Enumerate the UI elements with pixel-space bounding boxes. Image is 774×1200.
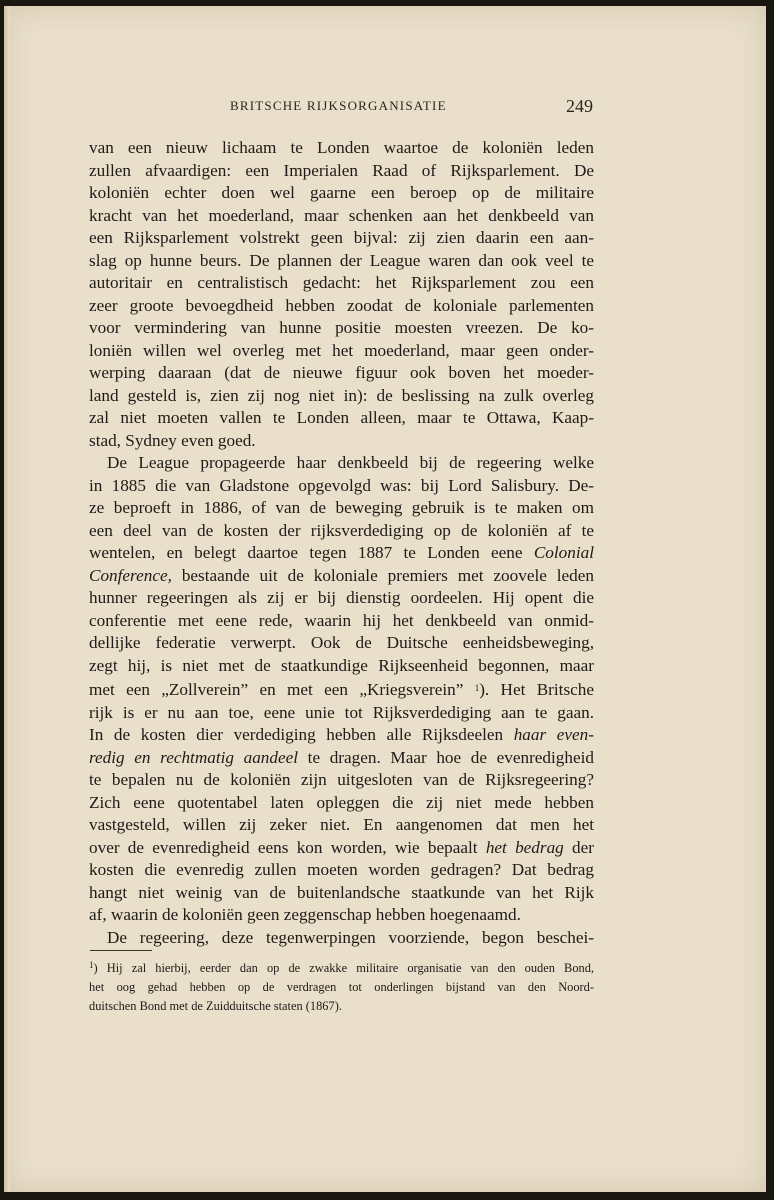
footnote-reference[interactable]: 1 [474, 683, 480, 693]
italic-phrase: haar even- [513, 725, 594, 744]
italic-term: Conference, [89, 565, 172, 585]
paragraph-start-line: De regeering, deze tegenwerpingen voorziende, begon beschei- [107, 927, 594, 947]
italic-phrase: het bedrag [485, 837, 564, 857]
text-run: wentelen, en belegt daartoe tegen 1887 te Londen eene [89, 543, 523, 562]
footnote-line: duitschen Bond met de Zuidduitsche staten (1867). [89, 999, 342, 1013]
footnote-line [89, 956, 594, 978]
text-line: vastgesteld, willen zij zeker niet. En aangenomen dat men het [89, 815, 594, 834]
footnote-text: ) Hij zal hierbij, eerder dan op de zwakke militaire organisatie van den ouden Bond, [93, 961, 594, 975]
text-line: autoritair en centralistisch gedacht: het Rijksparlement zou een [89, 273, 594, 292]
text-line: ze beproeft in 1886, of van de beweging gebruik is te maken om [89, 498, 594, 517]
footnote-marker: 1 [89, 960, 94, 970]
text-line: loniën willen wel overleg met het moederland, maar geen onder- [89, 340, 594, 360]
paragraph-start-line: De League propageerde haar denkbeeld bij de regeering welke [107, 453, 594, 472]
text-run: met een „Zollverein” en met een „Kriegsverein” [89, 680, 464, 699]
text-line: kracht van het moederland, maar schenken aan het denkbeeld van [89, 205, 594, 225]
text-line: stad, Sydney even goed. [89, 430, 256, 450]
text-line: zegt hij, is niet met de staatkundige Rijkseenheid begonnen, maar [89, 655, 594, 675]
running-title: BRITSCHE RIJKSORGANISATIE [230, 98, 447, 113]
running-header [4, 96, 766, 120]
text-line [89, 542, 594, 565]
page-number: 249 [566, 96, 593, 116]
text-line: zullen afvaardigen: een Imperialen Raad of Rijksparlement. De [89, 160, 594, 180]
text-line: zeer groote bevoegdheid hebben zoodat de koloniale parlementen [89, 295, 594, 315]
book-page [4, 6, 766, 1192]
text-line: conferentie met eene rede, waarin hij het denkbeeld van onmid- [89, 610, 594, 630]
text-line: land gesteld is, zien zij nog niet in): de beslissing na zulk overleg [89, 385, 594, 405]
text-line [89, 565, 594, 588]
text-line [89, 677, 594, 702]
footnote-line: het oog gehad hebben op de verdragen tot onderlingen bijstand van den Noord- [89, 980, 594, 994]
text-line: werping daaraan (dat de nieuwe figuur ook boven het moeder- [89, 363, 594, 382]
text-run: In de kosten dier verdediging hebben alle Rijksdeelen [89, 725, 504, 744]
text-line: Zich eene quotentabel laten opleggen die zij niet mede hebben [89, 792, 594, 812]
text-line [89, 747, 594, 770]
text-line: af, waarin de koloniën geen zeggenschap hebben hoegenaamd. [89, 905, 521, 924]
text-line: hunner regeeringen als zij er bij dienstig oordeelen. Hij opent die [89, 588, 594, 607]
text-line [89, 724, 594, 747]
page-edge [4, 6, 10, 1192]
text-line: dellijke federatie verwerpt. Ook de Duitsche eenheidsbeweging, [89, 633, 594, 652]
italic-term: Colonial [533, 543, 595, 562]
text-run: te dragen. Maar hoe de evenredigheid [307, 747, 594, 767]
text-run: der [572, 837, 594, 857]
footnote [89, 956, 594, 1016]
text-line: een deel van de kosten der rijksverdediging op de koloniën af te [89, 520, 594, 540]
text-line: in 1885 die van Gladstone opgevolgd was: bij Lord Salisbury. De- [89, 475, 594, 495]
text-run: over de evenredigheid eens kon worden, wie bepaalt [89, 837, 478, 857]
text-line: hangt niet weinig van de buitenlandsche staatkunde van het Rijk [89, 882, 594, 902]
body-text [89, 137, 594, 949]
text-run: bestaande uit de koloniale premiers met zoovele leden [181, 565, 595, 585]
text-line: slag op hunne beurs. De plannen der League waren dan ook veel te [89, 250, 594, 270]
italic-phrase: redig en rechtmatig aandeel [89, 747, 299, 767]
footnote-divider [90, 950, 152, 951]
text-line: een Rijksparlement volstrekt geen bijval: zij zien daarin een aan- [89, 228, 594, 247]
text-run: ). Het Britsche [479, 680, 594, 699]
text-line: voor vermindering van hunne positie moesten vreezen. De ko- [89, 318, 594, 337]
text-line: zal niet moeten vallen te Londen alleen, maar te Ottawa, Kaap- [89, 408, 594, 427]
text-line: kosten die evenredig zullen moeten worden gedragen? Dat bedrag [89, 860, 594, 879]
text-line: koloniën echter doen wel gaarne een beroep op de militaire [89, 183, 594, 202]
text-line [89, 837, 594, 860]
text-line: rijk is er nu aan toe, eene unie tot Rijksverdediging aan te gaan. [89, 702, 594, 722]
text-line: te bepalen nu de koloniën zijn uitgesloten van de Rijksregeering? [89, 770, 594, 789]
text-line: van een nieuw lichaam te Londen waartoe de koloniën leden [89, 138, 594, 157]
